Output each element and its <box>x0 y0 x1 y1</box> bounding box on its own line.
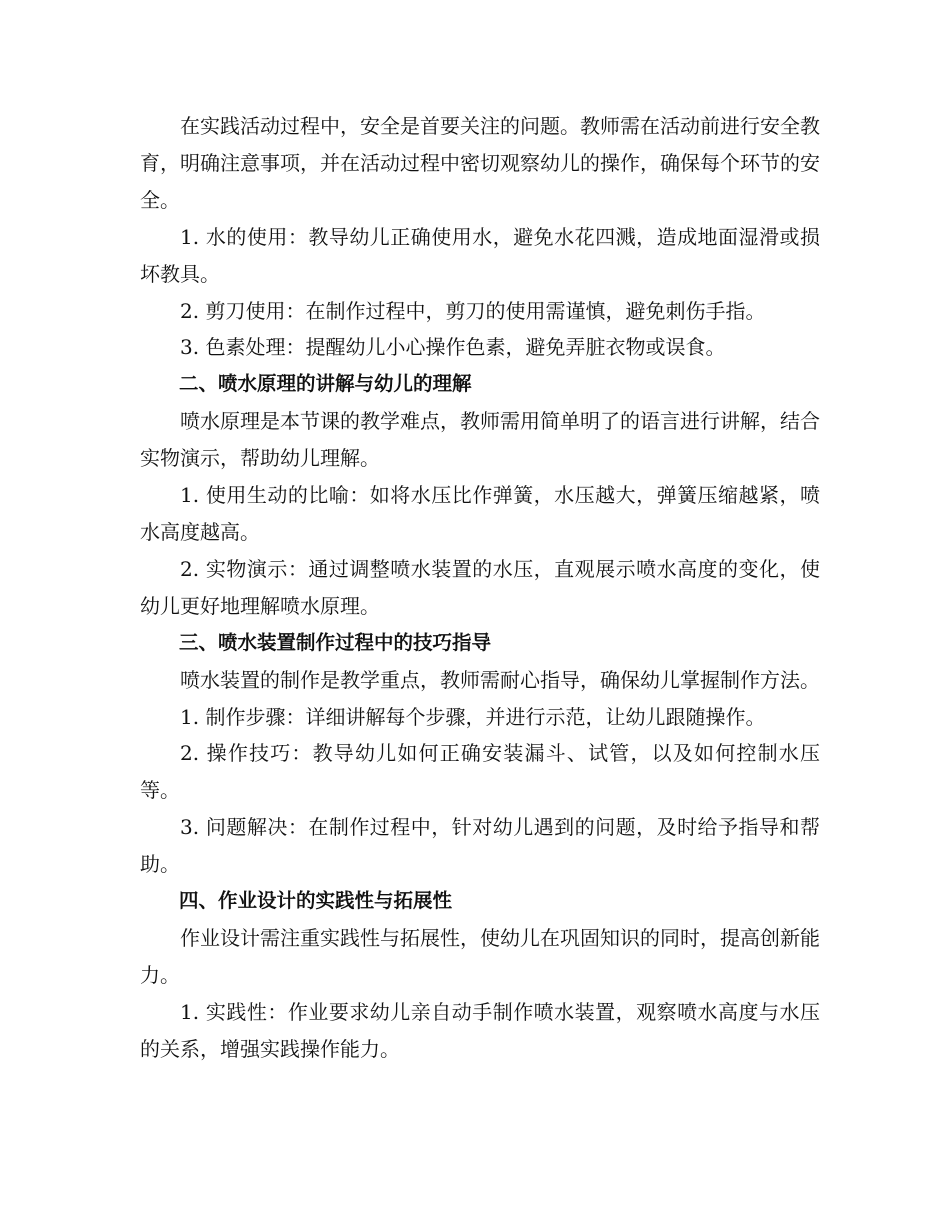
section-3-heading: 三、喷水装置制作过程中的技巧指导 <box>179 630 492 654</box>
section-3-item-1: 1. 制作步骤：详细讲解每个步骤，并进行示范，让幼儿跟随操作。 <box>180 704 766 729</box>
section-3-item-3: 3. 问题解决：在制作过程中，针对幼儿遇到的问题，及时给予指导和帮助。 <box>140 815 820 877</box>
section-2-heading: 二、喷水原理的讲解与幼儿的理解 <box>179 372 472 396</box>
section-4-item-1: 1. 实践性：作业要求幼儿亲自动手制作喷水装置，观察喷水高度与水压的关系，增强实践操作能力。 <box>140 999 820 1061</box>
safety-item-scissors: 2. 剪刀使用：在制作过程中，剪刀的使用需谨慎，避免刺伤手指。 <box>180 298 766 323</box>
document-page <box>140 108 820 1068</box>
section-4-intro: 作业设计需注重实践性与拓展性，使幼儿在巩固知识的同时，提高创新能力。 <box>140 925 820 987</box>
section-2-intro: 喷水原理是本节课的教学难点，教师需用简单明了的语言进行讲解，结合实物演示，帮助幼儿理解。 <box>140 409 820 471</box>
section-3-intro: 喷水装置的制作是教学重点，教师需耐心指导，确保幼儿掌握制作方法。 <box>180 667 820 692</box>
safety-item-water: 1. 水的使用：教导幼儿正确使用水，避免水花四溅，造成地面湿滑或损坏教具。 <box>140 224 820 286</box>
section-4-heading: 四、作业设计的实践性与拓展性 <box>179 889 453 913</box>
intro-paragraph: 在实践活动过程中，安全是首要关注的问题。教师需在活动前进行安全教育，明确注意事项，并在活动过程中密切观察幼儿的操作，确保每个环节的安全。 <box>140 114 820 212</box>
section-2-item-1: 1. 使用生动的比喻：如将水压比作弹簧，水压越大，弹簧压缩越紧，喷水高度越高。 <box>140 483 820 544</box>
section-3-item-2: 2. 操作技巧：教导幼儿如何正确安装漏斗、试管，以及如何控制水压等。 <box>140 741 820 803</box>
safety-item-pigment: 3. 色素处理：提醒幼儿小心操作色素，避免弄脏衣物或误食。 <box>180 335 726 360</box>
section-2-item-2: 2. 实物演示：通过调整喷水装置的水压，直观展示喷水高度的变化，使幼儿更好地理解喷水原理。 <box>140 556 820 618</box>
